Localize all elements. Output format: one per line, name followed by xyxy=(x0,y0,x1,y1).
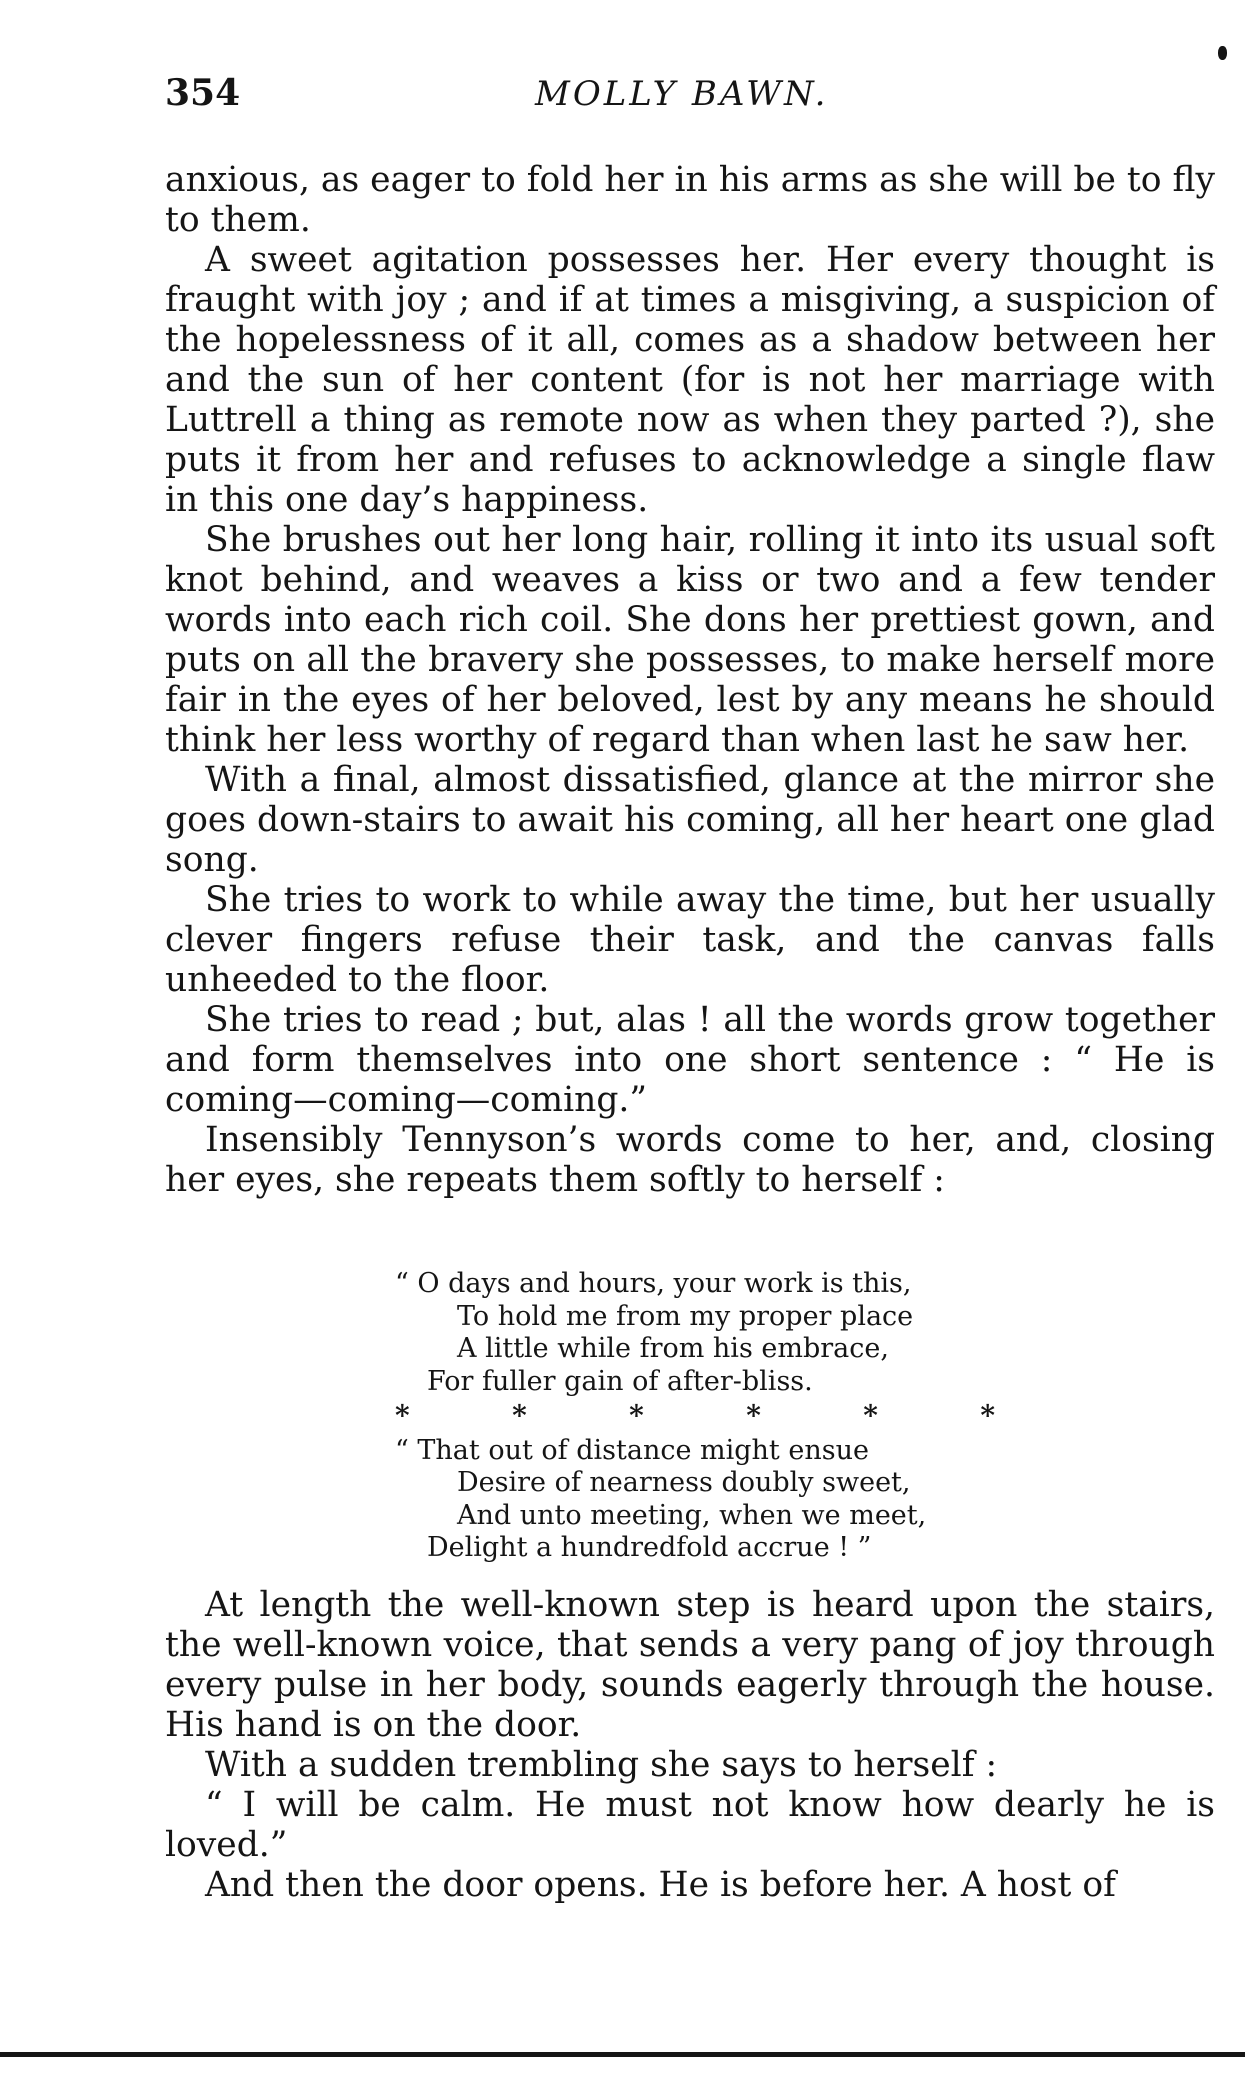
paragraph: And then the door opens. He is before her. A host of xyxy=(205,1865,1116,1905)
star: * xyxy=(512,1399,527,1432)
paragraph: She brushes out her long hair, rolling it into its usual soft knot behind, and weaves a kiss or two and a few tender words into each rich coil. She dons her prettiest gown, and puts on all the bravery she possesses, to make herself more fair in the eyes of her beloved, lest by any means he should think her less worthy of regard than when last he saw her. xyxy=(165,520,1215,760)
poem-line: And unto meeting, when we meet, xyxy=(457,1499,927,1531)
poem-line: Delight a hundredfold accrue ! ” xyxy=(427,1532,872,1563)
paragraph: She tries to work to while away the time, but her usually clever fingers refuse their task, and the canvas falls unheeded to the floor. xyxy=(165,880,1215,1000)
section-break-stars xyxy=(395,1400,995,1433)
poem-line: “ That out of distance might ensue xyxy=(395,1434,869,1466)
star: * xyxy=(395,1399,410,1432)
poem-line: Desire of nearness doubly sweet, xyxy=(457,1467,911,1498)
paragraph: Insensibly Tennyson’s words come to her, and, closing her eyes, she repeats them softly to herself : xyxy=(165,1120,1215,1200)
bottom-rule xyxy=(0,2052,1245,2057)
star: * xyxy=(980,1399,995,1432)
paragraph: A sweet agitation possesses her. Her every thought is fraught with joy ; and if at times a misgiving, a suspicion of the hopelessness of it all, comes as a shadow between her and the sun of her content (for is not her marriage with Luttrell a thing as remote now as when they parted ?), she puts it from her and refuses to acknowledge a single flaw in this one day’s happiness. xyxy=(165,240,1215,520)
poem-line: A little while from his embrace, xyxy=(457,1333,889,1364)
page-header xyxy=(165,72,1210,122)
poem-line: For fuller gain of after-bliss. xyxy=(427,1365,813,1397)
paragraph: With a sudden trembling she says to herself : xyxy=(205,1745,998,1785)
star: * xyxy=(746,1399,761,1432)
paragraph: anxious, as eager to fold her in his arms as she will be to fly to them. xyxy=(165,160,1215,240)
poem-line: To hold me from my proper place xyxy=(457,1300,914,1332)
paragraph: With a final, almost dissatisfied, glance at the mirror she goes down-stairs to await his coming, all her heart one glad song. xyxy=(165,760,1215,880)
paragraph: “ I will be calm. He must not know how dearly he is loved.” xyxy=(165,1785,1215,1865)
page-number: 354 xyxy=(165,72,241,114)
ink-mark xyxy=(1218,46,1227,60)
star: * xyxy=(863,1399,878,1432)
poem-quotation xyxy=(395,1268,1015,1565)
paragraph: She tries to read ; but, alas ! all the words grow together and form themselves into one short sentence : “ He is coming—coming—coming.” xyxy=(165,1000,1215,1120)
poem-line: “ O days and hours, your work is this, xyxy=(395,1268,912,1299)
running-title: MOLLY BAWN. xyxy=(535,74,829,114)
body-text-continued xyxy=(165,1585,1215,1905)
paragraph: At length the well-known step is heard upon the stairs, the well-known voice, that sends a very pang of joy through every pulse in her body, sounds eagerly through the house. His hand is on the door. xyxy=(165,1585,1215,1745)
star: * xyxy=(629,1399,644,1432)
body-text xyxy=(165,160,1215,1200)
